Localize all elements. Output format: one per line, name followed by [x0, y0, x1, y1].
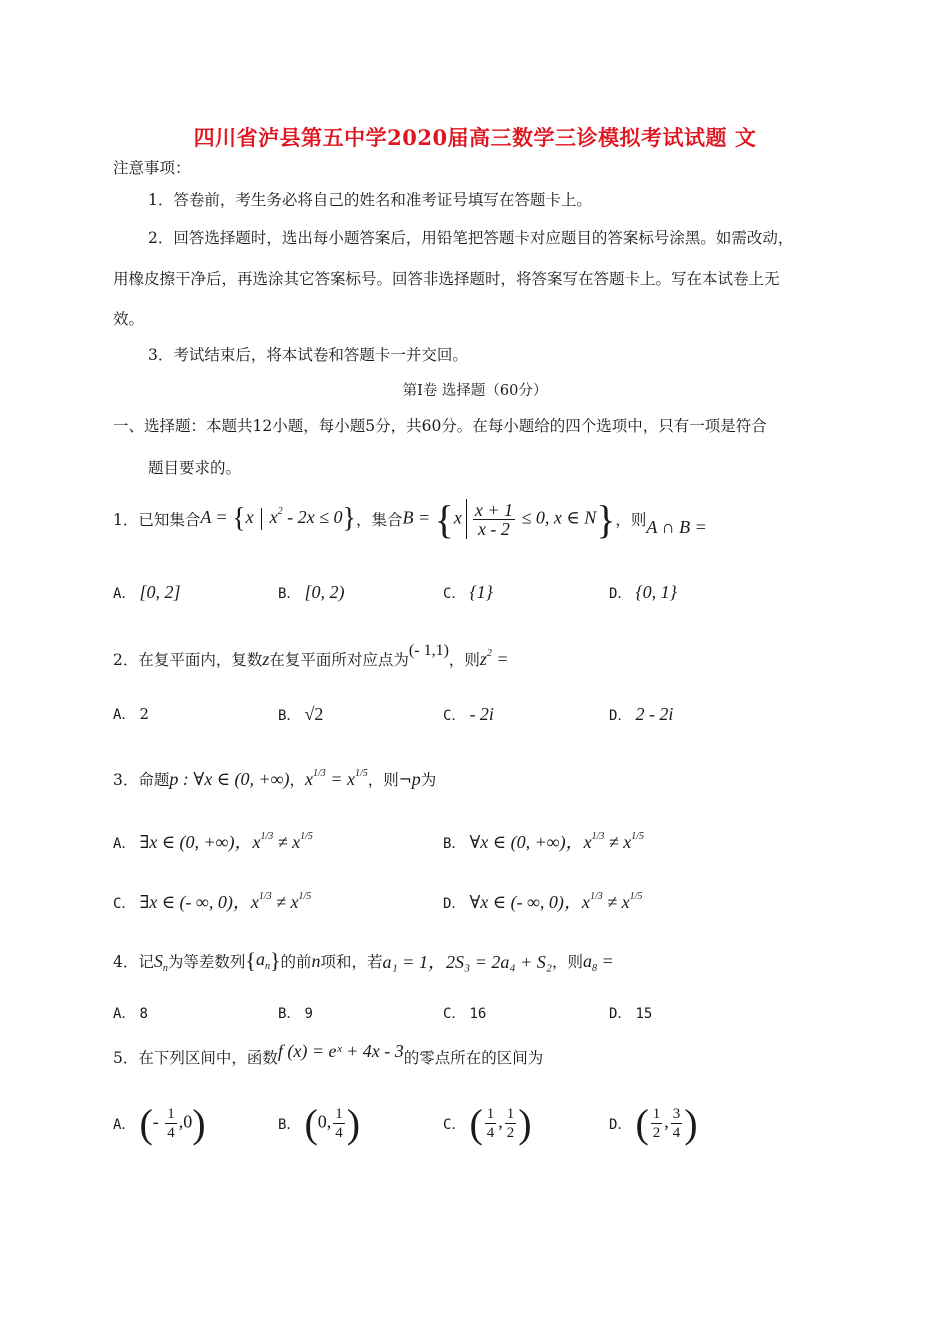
page-title: 四川省泸县第五中学2020届高三数学三诊模拟考试试题 文	[193, 125, 757, 150]
option-value: 9	[304, 1006, 313, 1022]
q1-pre: 1．已知集合	[113, 511, 201, 529]
q3-var-p: p	[411, 768, 421, 789]
q4-mid2: 的前	[280, 953, 312, 971]
option-value: {1}	[469, 582, 493, 602]
question-4	[113, 944, 614, 978]
section-instructions-a: 一、选择题：本题共12小题，每小题5分，共60分。在每小题给的四个选项中，只有一项是符合	[113, 417, 767, 435]
option-label: A．	[113, 586, 136, 602]
option-value: {0, 1}	[635, 582, 677, 602]
section-instructions-b: 题目要求的。	[148, 459, 242, 477]
q1-post: ，则	[615, 511, 647, 529]
option-label: B．	[278, 708, 301, 724]
notice-item-2c: 效。	[113, 310, 145, 328]
question-3: 3．命题 p : ∀x ∈ (0, +∞) ， $x^{1/3} = x^{1/5}$ ，则¬ p 为	[113, 767, 437, 789]
q1-tail: A ∩ B =	[646, 516, 707, 537]
notice-item-2b: 用橡皮擦干净后，再选涂其它答案标号。回答非选择题时，将答案写在答题卡上。写在本试卷上无	[113, 270, 780, 288]
q4-a8: $a_8$ =	[583, 950, 614, 974]
option-label: D．	[609, 708, 632, 724]
option-value: √2	[304, 704, 324, 724]
q2-post: ，则	[448, 651, 480, 669]
question-2	[113, 642, 509, 676]
option-label: C．	[443, 708, 466, 724]
option-label: B．	[443, 836, 466, 852]
q4-var-n: n	[311, 950, 321, 971]
notice-item-1: 1．答卷前，考生务必将自己的姓名和准考证号填写在答题卡上。	[148, 191, 592, 209]
notice-item-2a: 2．回答选择题时，选出每小题答案后，用铅笔把答题卡对应题目的答案标号涂黑。如需改动，	[148, 229, 794, 247]
option-label: C．	[443, 1006, 466, 1022]
q2-var-z: z	[262, 648, 270, 669]
q4-option-d[interactable]	[609, 1003, 656, 1023]
option-label: A．	[113, 836, 136, 852]
option-label: C．	[443, 586, 466, 602]
q4-option-c[interactable]	[443, 1003, 490, 1023]
option-value: 2 - 2i	[635, 704, 674, 724]
q4-sn: $S_n$	[153, 950, 168, 974]
option-value: - 2i	[469, 704, 494, 724]
q2-point: (- 1,1)	[408, 642, 449, 659]
q4-mid1: 为等差数列	[167, 953, 246, 971]
q4-condition: a₁ = 1，2S₃ = 2a₄ + S₂	[382, 952, 553, 972]
q3-option-a[interactable]: A． ∃x ∈ (0, +∞)，$x^{1/3} \ne x^{1/5}$	[113, 831, 313, 852]
q5-pre: 5．在下列区间中，函数	[113, 1049, 278, 1067]
q3-expr: p : ∀x ∈ (0, +∞)	[169, 768, 290, 789]
q3-option-d[interactable]: D． ∀x ∈ (- ∞, 0)，$x^{1/3} \ne x^{1/5}$	[443, 891, 643, 912]
q5-option-c[interactable]	[443, 1100, 532, 1147]
option-value: ( $\frac{1}{2}$ , $\frac{3}{4}$ )	[635, 1101, 698, 1146]
option-label: A．	[113, 707, 136, 723]
option-value: ∀x ∈ (0, +∞)	[469, 832, 566, 852]
q5-option-d[interactable]	[609, 1100, 698, 1147]
q3-tail: 为	[420, 771, 437, 789]
option-value: ( $\frac{1}{4}$ , $\frac{1}{2}$ )	[469, 1101, 532, 1146]
option-value: 2	[139, 705, 149, 723]
q2-option-d[interactable]	[609, 704, 673, 725]
section-title: 第I卷 选择题（60分）	[402, 383, 548, 399]
q3-option-b[interactable]: B． ∀x ∈ (0, +∞)，$x^{1/3} \ne x^{1/5}$	[443, 831, 645, 852]
q1-option-b[interactable]	[278, 582, 344, 603]
option-label: C．	[443, 1116, 466, 1133]
q4-seq: $\{a_n\}$	[245, 948, 281, 973]
q3-equation: $x^{1/3} = x^{1/5}$	[305, 767, 368, 789]
q5-option-a[interactable]	[113, 1100, 206, 1147]
notice-item-3: 3．考试结束后，将本试卷和答题卡一并交回。	[148, 346, 468, 364]
q3-pre: 3．命题	[113, 771, 170, 789]
q1-option-d[interactable]	[609, 582, 677, 603]
option-label: B．	[278, 1006, 301, 1022]
q2-option-c[interactable]	[443, 704, 494, 725]
q4-option-b[interactable]	[278, 1003, 317, 1023]
option-label: D．	[443, 896, 466, 912]
question-5	[113, 1040, 543, 1074]
q4-pre: 4．记	[113, 953, 154, 971]
q1-mid: ，集合	[355, 511, 403, 529]
option-value: ∀x ∈ (- ∞, 0)	[469, 892, 564, 912]
q2-pre: 2．在复平面内，复数	[113, 651, 263, 669]
option-value: [0, 2)	[304, 582, 345, 602]
q4-post: ，则	[552, 953, 584, 971]
q2-option-a[interactable]	[113, 704, 149, 724]
notice-heading: 注意事项：	[113, 159, 191, 177]
option-value: (- $\frac{1}{4}$ ,0)	[139, 1101, 206, 1146]
q2-option-b[interactable]	[278, 704, 323, 725]
q4-mid3: 项和，若	[320, 953, 383, 971]
option-label: B．	[278, 1116, 301, 1133]
option-value: 8	[139, 1006, 148, 1022]
option-label: D．	[609, 1006, 632, 1022]
q1-option-c[interactable]	[443, 582, 493, 603]
q2-z-squared: $z^2$ =	[479, 647, 509, 669]
option-value: ∃x ∈ (- ∞, 0)	[139, 892, 233, 912]
q5-option-b[interactable]	[278, 1100, 360, 1147]
q3-option-c[interactable]: C． ∃x ∈ (- ∞, 0)，$x^{1/3} \ne x^{1/5}$	[113, 891, 312, 912]
option-value: 16	[469, 1006, 487, 1022]
q4-option-a[interactable]	[113, 1003, 152, 1023]
option-label: A．	[113, 1006, 136, 1022]
q2-mid: 在复平面所对应点为	[269, 651, 409, 669]
option-label: C．	[113, 896, 136, 912]
option-value: (0, $\frac{1}{4}$ )	[304, 1101, 361, 1146]
option-label: B．	[278, 586, 301, 602]
q1-set-a: A = {x $x^2 - 2x \le 0$}	[200, 503, 356, 534]
question-1	[113, 494, 707, 544]
q3-post: ，则¬	[367, 771, 412, 789]
option-value: ∃x ∈ (0, +∞)	[139, 832, 235, 852]
option-label: D．	[609, 586, 632, 602]
option-label: D．	[609, 1116, 632, 1133]
option-value: [0, 2]	[139, 582, 181, 602]
q1-set-b: B = {x $\frac{x + 1}{x - 2}$ ≤ 0, x ∈ N}	[402, 496, 616, 542]
q1-option-a[interactable]	[113, 582, 180, 603]
q5-function: f (x) = eˣ + 4x - 3	[277, 1040, 404, 1061]
option-label: A．	[113, 1116, 136, 1133]
q5-post: 的零点所在的区间为	[403, 1049, 544, 1067]
option-value: 15	[635, 1006, 653, 1022]
